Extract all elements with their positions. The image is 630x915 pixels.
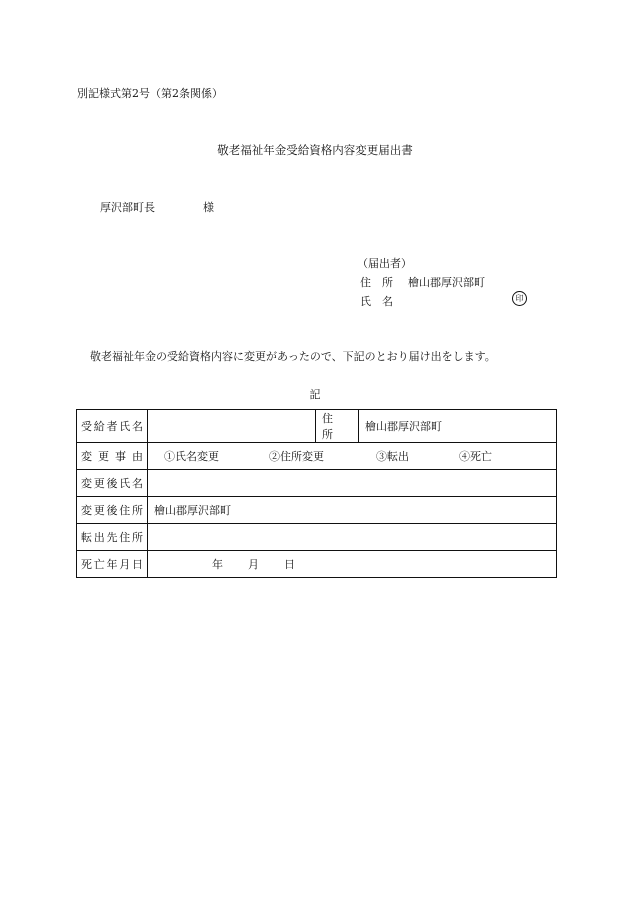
death-date-label: 死亡年月日 xyxy=(77,551,148,578)
table-row xyxy=(77,443,557,470)
applicant-block xyxy=(357,254,485,311)
reason-option-address-change[interactable]: ②住所変更 xyxy=(269,450,324,463)
table-row xyxy=(77,470,557,497)
recipient-name-field[interactable] xyxy=(148,410,316,443)
statement-text: 敬老福祉年金の受給資格内容に変更があったので、下記のとおり届け出をします。 xyxy=(90,350,496,363)
form-reference: 別記様式第2号（第2条関係） xyxy=(77,87,223,100)
date-day-label: 日 xyxy=(284,558,295,571)
new-name-label: 変更後氏名 xyxy=(77,470,148,497)
reason-option-moveout[interactable]: ③転出 xyxy=(376,450,409,463)
reason-options xyxy=(148,443,557,470)
document-title: 敬老福祉年金受給資格内容変更届出書 xyxy=(217,143,413,157)
seal-icon: 印 xyxy=(512,291,527,306)
reason-label: 変更事由 xyxy=(77,443,148,470)
date-year-label: 年 xyxy=(212,558,223,571)
address-field[interactable]: 檜山郡厚沢部町 xyxy=(359,410,557,443)
new-address-field[interactable]: 檜山郡厚沢部町 xyxy=(148,497,557,524)
applicant-name-label: 氏 名 xyxy=(360,295,393,308)
recipient-name-label: 受給者氏名 xyxy=(77,410,148,443)
moveout-address-label: 転出先住所 xyxy=(77,524,148,551)
change-details-table xyxy=(76,409,557,578)
table-row xyxy=(77,524,557,551)
table-row xyxy=(77,551,557,578)
addressee-honorific: 様 xyxy=(203,201,214,214)
addressee-name: 厚沢部町長 xyxy=(100,201,155,214)
address-label: 住 所 xyxy=(316,410,359,443)
ki-heading: 記 xyxy=(309,388,321,401)
reason-option-name-change[interactable]: ①氏名変更 xyxy=(164,450,219,463)
table-row xyxy=(77,497,557,524)
new-name-field[interactable] xyxy=(148,470,557,497)
table-row xyxy=(77,410,557,443)
moveout-address-field[interactable] xyxy=(148,524,557,551)
date-month-label: 月 xyxy=(248,558,259,571)
reason-option-death[interactable]: ④死亡 xyxy=(459,450,492,463)
new-address-label: 変更後住所 xyxy=(77,497,148,524)
addressee xyxy=(100,199,214,215)
applicant-address-label: 住 所 xyxy=(360,276,393,289)
applicant-heading: （届出者） xyxy=(357,257,412,270)
applicant-address-value: 檜山郡厚沢部町 xyxy=(408,276,485,289)
death-date-field[interactable] xyxy=(148,551,557,578)
